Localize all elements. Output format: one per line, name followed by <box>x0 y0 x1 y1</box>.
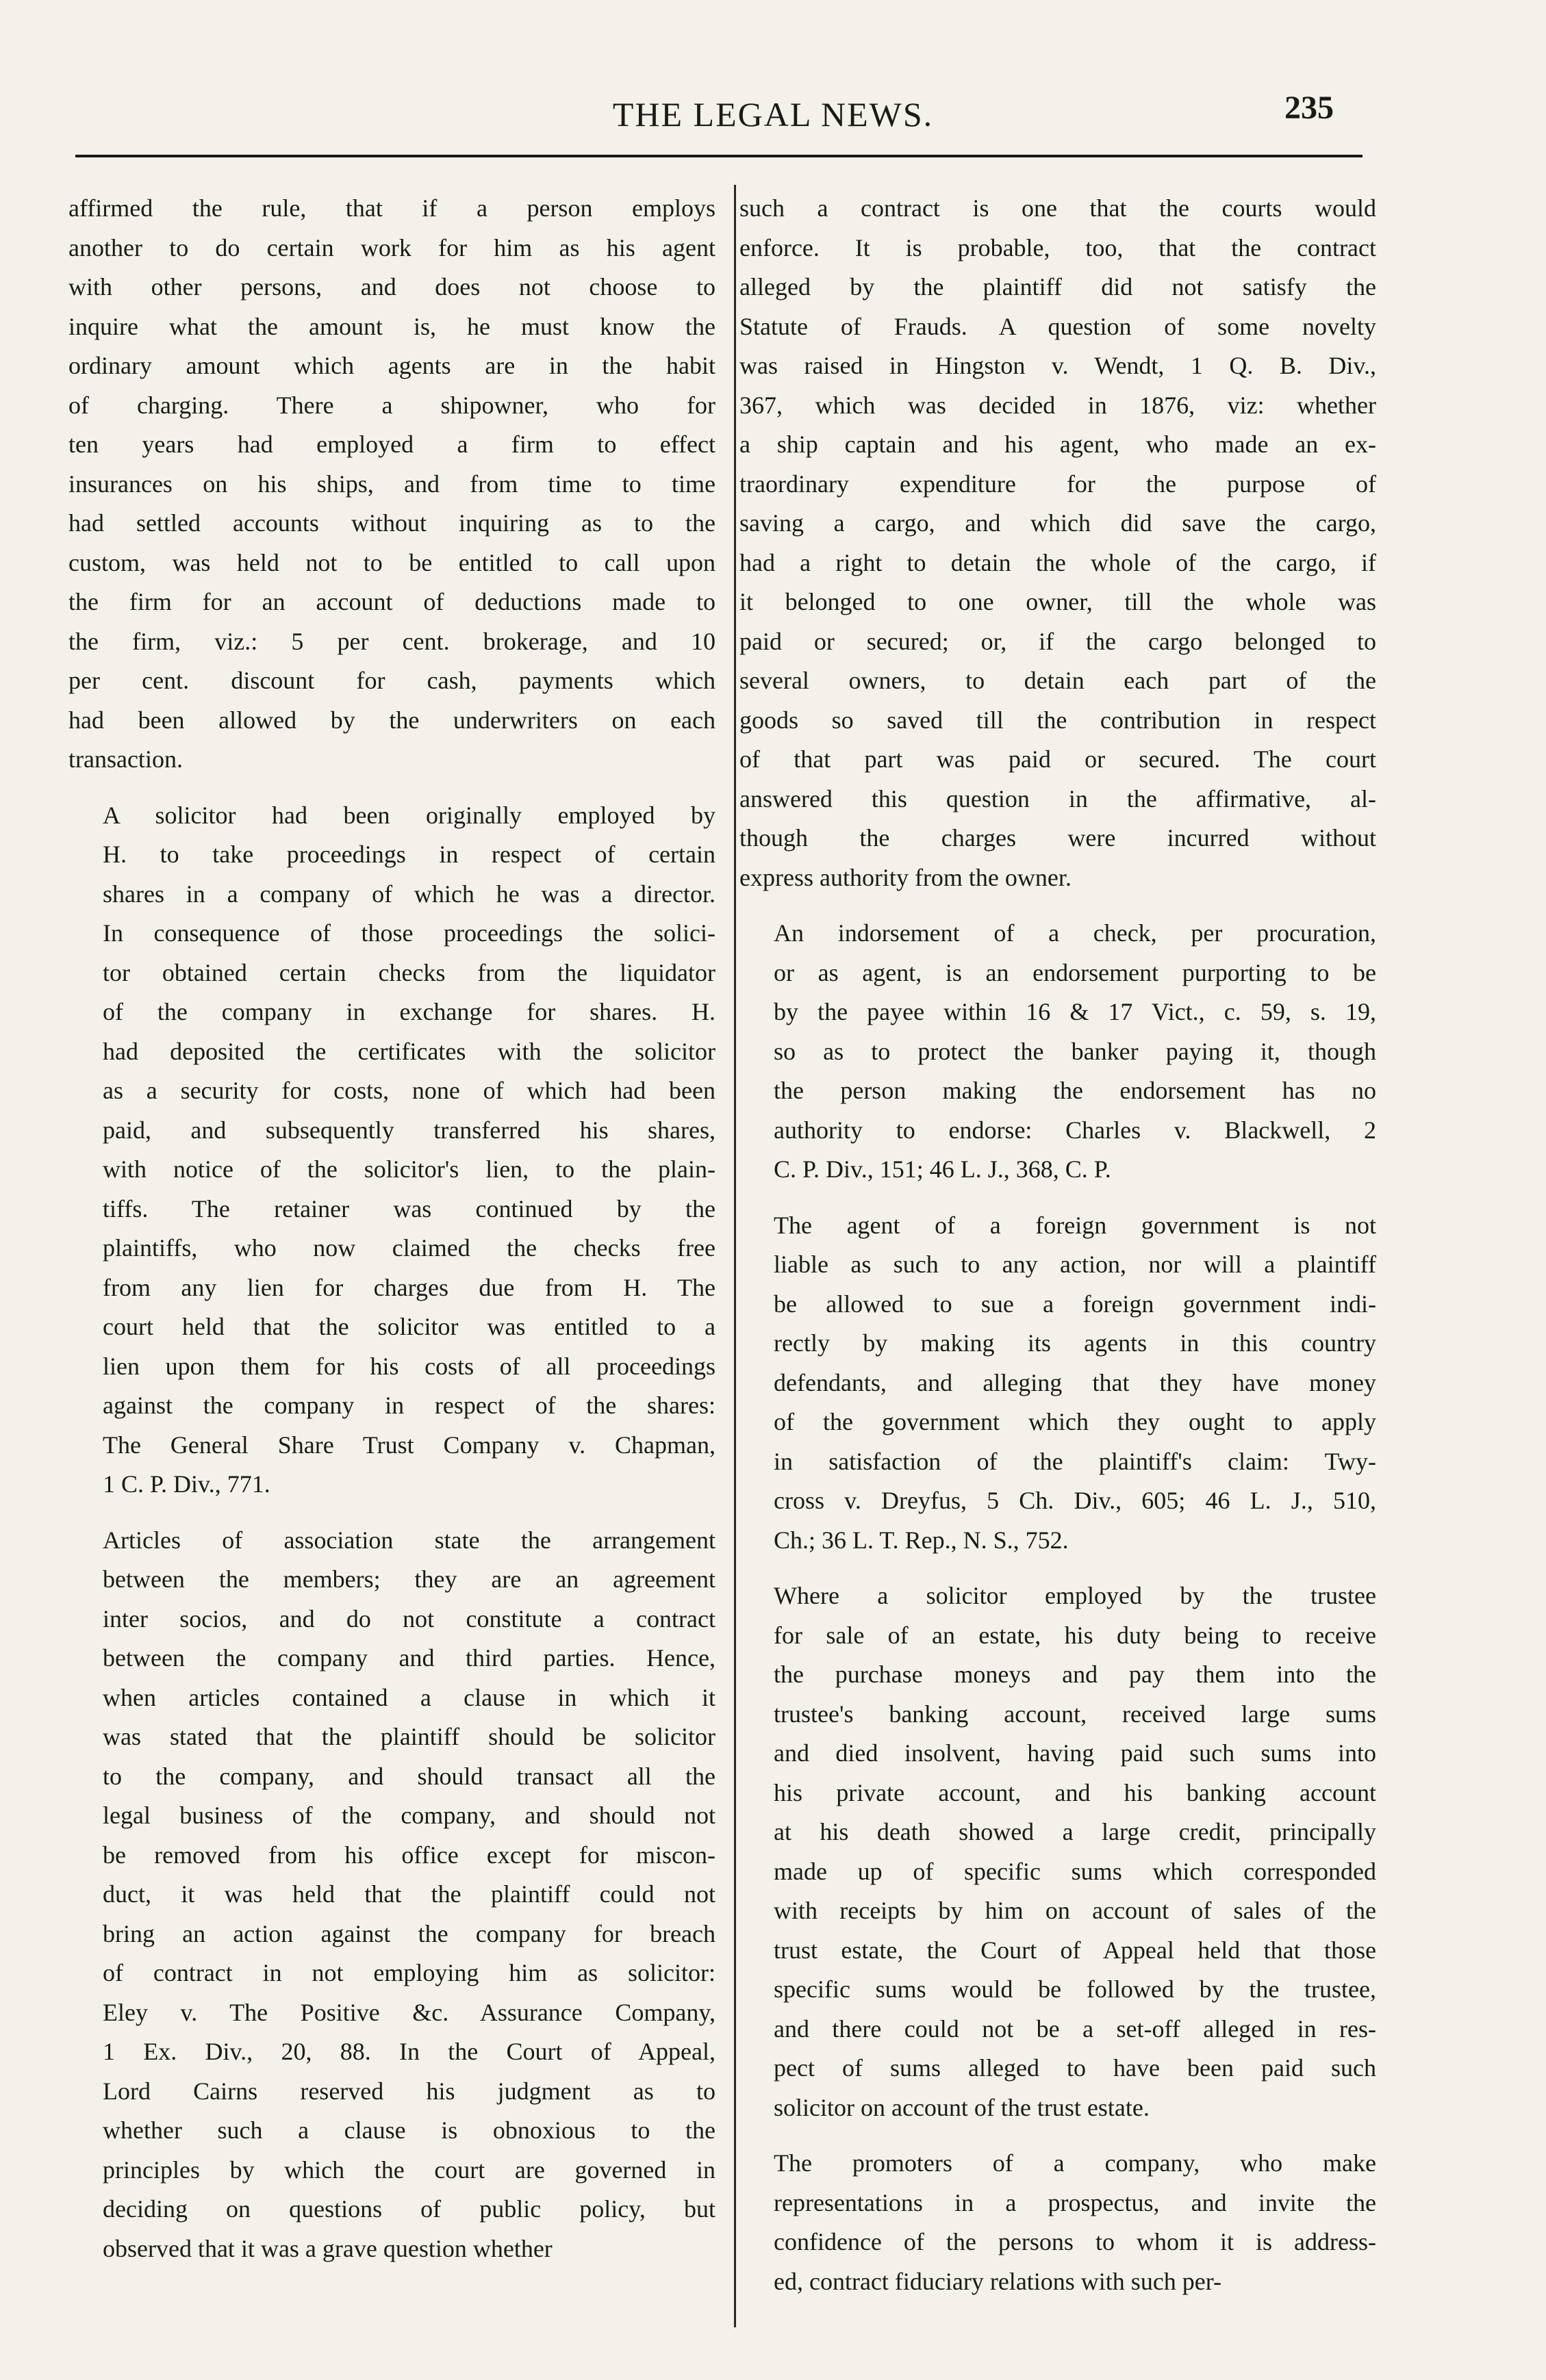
text-line: several owners, to detain each part of the <box>739 667 1376 694</box>
text-line: so as to protect the banker paying it, though <box>774 1037 1376 1065</box>
text-line: insurances on his ships, and from time to time <box>68 470 715 498</box>
text-line: or as agent, is an endorsement purporting to be <box>774 958 1376 986</box>
text-line: with notice of the solicitor's lien, to the plain- <box>103 1155 715 1183</box>
text-line: as a security for costs, none of which had been <box>103 1077 715 1104</box>
text-line: with other persons, and does not choose to <box>68 273 715 300</box>
text-line: ordinary amount which agents are in the habit <box>68 352 715 379</box>
text-line: though the charges were incurred without <box>739 824 1376 852</box>
text-line: saving a cargo, and which did save the cargo, <box>739 509 1376 537</box>
text-line: plaintiffs, who now claimed the checks free <box>103 1234 715 1262</box>
text-line: legal business of the company, and should not <box>103 1802 715 1829</box>
text-line: bring an action against the company for breach <box>103 1919 715 1947</box>
text-line: 1 Ex. Div., 20, 88. In the Court of Appeal, <box>103 2038 715 2065</box>
paragraph <box>68 796 715 1505</box>
text-line: with receipts by him on account of sales of the <box>774 1897 1376 1924</box>
text-line: to the company, and should transact all the <box>103 1762 715 1790</box>
text-line: H. to take proceedings in respect of certain <box>103 841 715 868</box>
text-line: An indorsement of a check, per procuration, <box>774 919 1376 947</box>
text-line: The General Share Trust Company v. Chapman, <box>103 1431 715 1459</box>
text-line: and died insolvent, having paid such sums into <box>774 1739 1376 1767</box>
text-line: custom, was held not to be entitled to call upon <box>68 548 715 576</box>
page-number: 235 <box>1284 90 1334 126</box>
text-line: the purchase moneys and pay them into the <box>774 1661 1376 1688</box>
paragraph <box>739 1206 1376 1561</box>
text-line: had a right to detain the whole of the cargo, if <box>739 548 1376 576</box>
text-line: affirmed the rule, that if a person employs <box>68 194 715 222</box>
text-line: rectly by making its agents in this country <box>774 1329 1376 1357</box>
text-line: had settled accounts without inquiring as to the <box>68 509 715 537</box>
text-line: cross v. Dreyfus, 5 Ch. Div., 605; 46 L. J., 510, <box>774 1487 1376 1514</box>
text-line: tor obtained certain checks from the liquidator <box>103 958 715 986</box>
text-line: of that part was paid or secured. The court <box>739 745 1376 773</box>
text-line: of contract in not employing him as solicitor: <box>103 1959 715 1986</box>
text-line: be allowed to sue a foreign government indi- <box>774 1290 1376 1318</box>
text-line: Articles of association state the arrangement <box>103 1526 715 1554</box>
text-line: Where a solicitor employed by the trustee <box>774 1582 1376 1609</box>
text-line: for sale of an estate, his duty being to receive <box>774 1621 1376 1649</box>
text-line: and there could not be a set-off alleged in res- <box>774 2014 1376 2043</box>
text-line: his private account, and his banking account <box>774 1778 1376 1806</box>
text-line: confidence of the persons to whom it is address- <box>774 2228 1376 2255</box>
text-line: inter socios, and do not constitute a contract <box>103 1604 715 1633</box>
text-line: of the company in exchange for shares. H. <box>103 998 715 1025</box>
text-line: in satisfaction of the plaintiff's claim: Twy- <box>774 1447 1376 1475</box>
text-line: observed that it was a grave question whether <box>103 2234 553 2262</box>
text-line: C. P. Div., 151; 46 L. J., 368, C. P. <box>774 1155 1111 1183</box>
text-line: 367, which was decided in 1876, viz: whether <box>739 391 1376 419</box>
text-line: defendants, and alleging that they have money <box>774 1368 1376 1396</box>
text-line: trust estate, the Court of Appeal held that those <box>774 1936 1376 1964</box>
text-line: The promoters of a company, who make <box>774 2149 1376 2177</box>
text-line: ed, contract fiduciary relations with such per- <box>774 2267 1222 2295</box>
paragraph <box>739 914 1376 1190</box>
text-line: lien upon them for his costs of all proceedings <box>103 1352 715 1380</box>
text-line: Eley v. The Positive &c. Assurance Company, <box>103 1998 715 2026</box>
text-line: had deposited the certificates with the solicitor <box>103 1037 715 1065</box>
text-line: enforce. It is probable, too, that the contract <box>739 233 1376 261</box>
text-line: principles by which the court are governed in <box>103 2155 715 2184</box>
text-line: paid, and subsequently transferred his shares, <box>103 1116 715 1144</box>
text-line: when articles contained a clause in which it <box>103 1683 715 1711</box>
text-line: made up of specific sums which corresponded <box>774 1857 1376 1885</box>
text-line: it belonged to one owner, till the whole was <box>739 588 1376 615</box>
text-line: pect of sums alleged to have been paid such <box>774 2054 1376 2082</box>
text-line: per cent. discount for cash, payments which <box>68 667 715 694</box>
text-line: the firm for an account of deductions made to <box>68 588 715 615</box>
header-rule <box>75 155 1363 157</box>
text-line: liable as such to any action, nor will a plaintiff <box>774 1251 1376 1278</box>
text-line: inquire what the amount is, he must know the <box>68 312 715 340</box>
text-line: trustee's banking account, received large sums <box>774 1700 1376 1728</box>
text-line: In consequence of those proceedings the solici- <box>103 919 715 947</box>
right-column <box>739 189 1376 2301</box>
column-divider <box>734 185 736 2327</box>
text-line: be removed from his office except for miscon- <box>103 1841 715 1869</box>
text-line: duct, it was held that the plaintiff could not <box>103 1880 715 1908</box>
text-line: between the company and third parties. Hence, <box>103 1644 715 1672</box>
text-line: at his death showed a large credit, principally <box>774 1818 1376 1845</box>
text-line: transaction. <box>68 745 183 773</box>
paragraph <box>739 189 1376 897</box>
text-line: paid or secured; or, if the cargo belonged to <box>739 627 1376 655</box>
text-line: had been allowed by the underwriters on each <box>68 706 715 734</box>
text-line: express authority from the owner. <box>739 863 1072 891</box>
text-line: traordinary expenditure for the purpose of <box>739 470 1376 498</box>
text-line: whether such a clause is obnoxious to the <box>103 2116 715 2144</box>
text-line: solicitor on account of the trust estate. <box>774 2093 1150 2121</box>
text-line: from any lien for charges due from H. The <box>103 1273 715 1301</box>
text-line: alleged by the plaintiff did not satisfy the <box>739 273 1376 300</box>
text-line: specific sums would be followed by the trustee, <box>774 1975 1376 2003</box>
text-line: of charging. There a shipowner, who for <box>68 391 715 419</box>
paragraph <box>739 2144 1376 2301</box>
left-column <box>68 189 715 2268</box>
text-line: deciding on questions of public policy, but <box>103 2195 715 2223</box>
text-line: A solicitor had been originally employed by <box>103 801 715 829</box>
text-line: another to do certain work for him as his agent <box>68 233 715 261</box>
text-line: Statute of Frauds. A question of some novelty <box>739 312 1376 340</box>
text-line: Lord Cairns reserved his judgment as to <box>103 2077 715 2105</box>
text-line: was raised in Hingston v. Wendt, 1 Q. B. Div., <box>739 352 1376 379</box>
text-line: tiffs. The retainer was continued by the <box>103 1194 715 1223</box>
text-line: by the payee within 16 & 17 Vict., c. 59, s. 19, <box>774 998 1376 1025</box>
text-line: Ch.; 36 L. T. Rep., N. S., 752. <box>774 1526 1069 1554</box>
paragraph <box>68 1521 715 2269</box>
text-line: court held that the solicitor was entitled to a <box>103 1313 715 1340</box>
text-line: such a contract is one that the courts would <box>739 194 1376 222</box>
text-line: ten years had employed a firm to effect <box>68 431 715 458</box>
text-line: answered this question in the affirmative, al- <box>739 784 1376 812</box>
text-line: against the company in respect of the shares: <box>103 1392 715 1419</box>
text-line: goods so saved till the contribution in respect <box>739 706 1376 734</box>
text-line: representations in a prospectus, and invite the <box>774 2188 1376 2216</box>
text-line: of the government which they ought to apply <box>774 1408 1376 1435</box>
text-line: shares in a company of which he was a director. <box>103 880 715 908</box>
text-line: 1 C. P. Div., 771. <box>103 1470 270 1498</box>
text-line: The agent of a foreign government is not <box>774 1211 1376 1239</box>
text-line: between the members; they are an agreement <box>103 1565 715 1593</box>
paragraph <box>739 1576 1376 2127</box>
text-line: the person making the endorsement has no <box>774 1077 1376 1104</box>
text-line: the firm, viz.: 5 per cent. brokerage, and 10 <box>68 627 715 655</box>
text-line: a ship captain and his agent, who made an ex- <box>739 431 1376 458</box>
running-title: THE LEGAL NEWS. <box>612 95 934 133</box>
paragraph <box>68 189 715 780</box>
text-line: was stated that the plaintiff should be solicitor <box>103 1723 715 1750</box>
text-line: authority to endorse: Charles v. Blackwell, 2 <box>774 1116 1376 1144</box>
